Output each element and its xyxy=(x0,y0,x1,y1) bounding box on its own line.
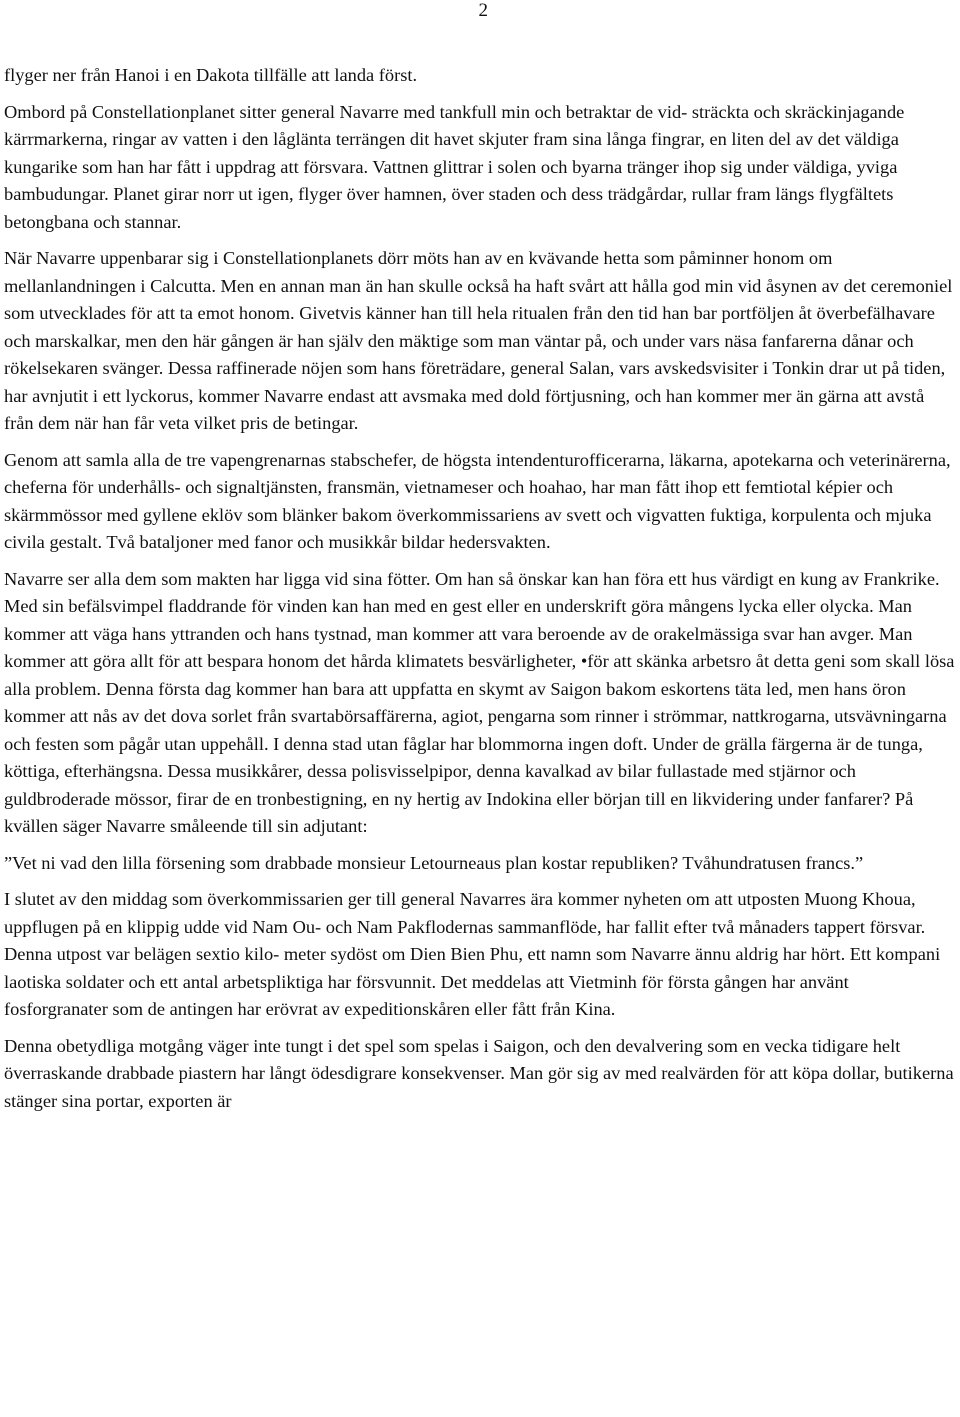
page-number: 2 xyxy=(478,0,488,21)
paragraph-2: Ombord på Constellationplanet sitter general Navarre med tankfull min och betraktar de vid- sträckta och skräckinjagande kärrmarkerna, ringar av vatten i den låglänta terrängen dit havet skjuter fram sina långa fingrar, en liten del av det väldiga kungarike som han har fått i uppdrag att försvara. Vattnen glittrar i solen och byarna tränger ihop sig under väldiga, yviga bambudungar. Planet girar norr ut igen, flyger över hamnen, över staden och dess trädgårdar, rullar fram längs flygfältets betongbana och stannar. xyxy=(4,101,905,232)
document-body xyxy=(4,62,956,1124)
paragraph-6-quote: ”Vet ni vad den lilla försening som drabbade monsieur Letourneaus plan kostar republiken? Tvåhundratusen francs.” xyxy=(4,852,864,873)
paragraph-1: flyger ner från Hanoi i en Dakota tillfälle att landa först. xyxy=(4,65,418,85)
paragraph-5: Navarre ser alla dem som makten har ligga vid sina fötter. Om han så önskar kan han föra ett hus värdigt en kung av Frankrike. Med sin befälsvimpel fladdrande för vinden kan han med en gest eller en underskrift göra mångens lycka eller olycka. Man kommer att väga hans yttranden och hans tystnad, man kommer att vara beroende av de orakelmässiga svar han avger. Man kommer att göra allt för att bespara honom det hårda klimatets besvärligheter, •för att skänka arbetsro åt detta geni som skall lösa alla problem. Denna första dag kommer han bara att uppfatta en skymt av Saigon bakom eskortens täta led, men hans öron kommer att nås av det dova sorlet från svartabörsaffärerna, agiot, pengarna som rinner i strömmar, nattkrogarna, utsvävningarna och festen som pågår utan uppehåll. I denna stad utan fåglar har blommorna ingen doft. Under de grälla färgerna är de tunga, köttiga, efterhängsna. Dessa musikkårer, dessa polisvisselpipor, denna kavalkad av bilar fullastade med stjärnor och guldbroderade mössor, firar de en tronbestigning, en ny hertig av Indokina eller början till en likvidering under fanfarer? På kvällen säger Navarre småleende till sin adjutant: xyxy=(4,568,955,836)
paragraph-8: Denna obetydliga motgång väger inte tungt i det spel som spelas i Saigon, och den devalvering som en vecka tidigare helt överraskande drabbade piastern har långt ödesdigrare konsekvenser. Man gör sig av med realvärden för att köpa dollar, butikerna stänger sina portar, exporten är xyxy=(4,1035,954,1111)
paragraph-7: I slutet av den middag som överkommissarien ger till general Navarres ära kommer nyheten om att utposten Muong Khoua, uppflugen på en klippig udde vid Nam Ou- och Nam Pakflodernas sammanflöde, har fallit efter två månaders tappert försvar. Denna utpost var belägen sextio kilo- meter sydöst om Dien Bien Phu, ett namn som Navarre ännu aldrig har hört. Ett kompani laotiska soldater och ett antal arbetspliktiga har försvunnit. Det meddelas att Vietminh för första gången har använt fosforgranater som de antingen har erövrat av expeditionskåren eller fått från Kina. xyxy=(4,889,941,1019)
paragraph-4: Genom att samla alla de tre vapengrenarnas stabschefer, de högsta intendenturofficerarna, läkarna, apotekarna och veterinärerna, cheferna för underhålls- och signaltjänsten, fransmän, vietnameser och hoahao, har man fått ihop ett femtiotal képier och skärmmössor med gyllene eklöv som blänker bakom överkommissariens av svett och vigvatten fuktiga, korpulenta och mjuka civila gestalt. Två bataljoner med fanor och musikkår bildar hedersvakten. xyxy=(4,449,951,552)
paragraph-3: När Navarre uppenbarar sig i Constellationplanets dörr möts han av en kvävande hetta som påminner honom om mellanlandningen i Calcutta. Men en annan man än han skulle också ha haft svårt att hålla god min vid åsynen av det ceremoniel som utvecklades för att ta emot honom. Givetvis känner han till hela ritualen från den tid han bar portföljen åt överbefälhavare och marskalkar, men den här gången är han själv den mäktige som man väntar på, och under vars näsa fanfarerna dånar och rökelsekaren svänger. Dessa raffinerade nöjen som hans företrädare, general Salan, vars avskedsvisiter i Tonkin drar ut på tiden, har avnjutit i ett lyckorus, kommer Navarre endast att avsmaka med dold förtjusning, och han kommer mer än gärna att avstå från dem när han får veta vilket pris de betingar. xyxy=(4,248,953,433)
